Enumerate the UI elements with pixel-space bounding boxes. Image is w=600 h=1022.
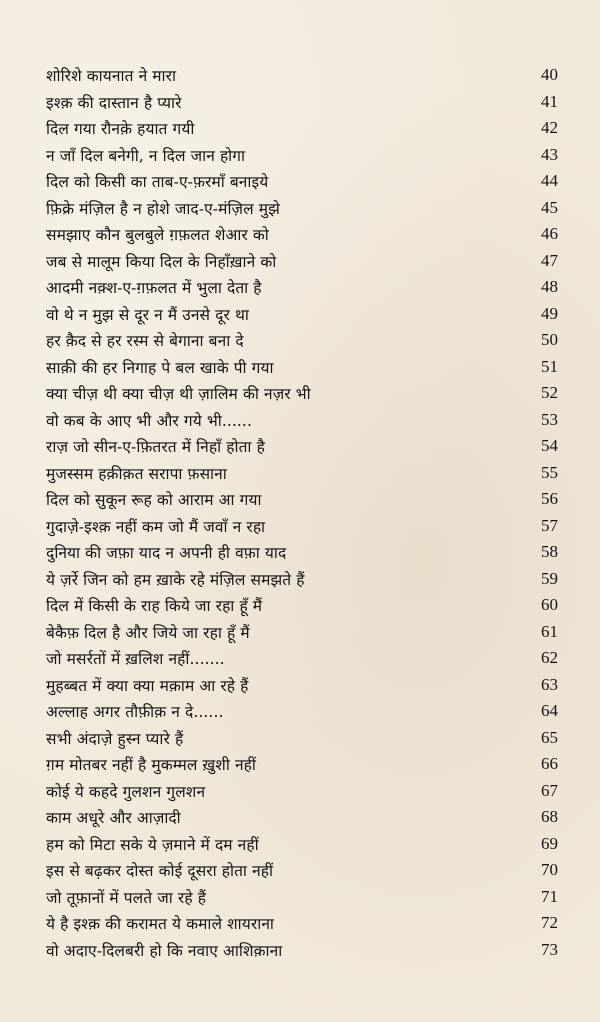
toc-entry <box>46 778 558 805</box>
toc-entry-page-number: 49 <box>541 303 558 323</box>
toc-entry-page-number: 59 <box>541 568 558 588</box>
toc-entry-title: हम को मिटा सके ये ज़माने में दम नहीं <box>46 835 259 854</box>
toc-entry-title: वो कब के आए भी और गये भी...... <box>46 411 252 430</box>
toc-entry <box>46 327 558 354</box>
toc-entry-title: ग़म मोतबर नहीं है मुकम्मल ख़ुशी नहीं <box>46 756 257 775</box>
toc-entry-title: शोरिशे कायनात ने मारा <box>46 67 177 86</box>
toc-entry-page-number: 45 <box>541 197 558 217</box>
toc-entry-title: अल्लाह अगर तौफ़ीक़ न दे...... <box>46 703 224 722</box>
toc-entry <box>46 937 558 964</box>
toc-entry-title: ये ज़र्रे जिन को हम ख़ाके रहे मंज़िल समझते हैं <box>46 570 305 589</box>
toc-entry-title: समझाए कौन बुलबुले ग़फ़लत शेआर को <box>46 226 269 245</box>
toc-entry-title: सभी अंदाज़े हुस्न प्यारे हैं <box>46 729 184 748</box>
toc-entry-page-number: 50 <box>541 330 558 350</box>
toc-entry <box>46 566 558 593</box>
toc-entry-title: राज़ जो सीन-ए-फ़ितरत में निहाँ होता है <box>46 438 265 457</box>
toc-entry-title: गुदाज़े-इश्क़ नहीं कम जो मैं जवाँ न रहा <box>46 517 266 536</box>
toc-entry-page-number: 64 <box>541 701 558 721</box>
toc-entry <box>46 115 558 142</box>
toc-entry-title: न जाँ दिल बनेगी, न दिल जान होगा <box>46 146 246 165</box>
toc-entry-title: वो अदाए-दिलबरी हो कि नवाए आशिक़ाना <box>46 941 283 960</box>
toc-entry-title: इस से बढ़कर दोस्त कोई दूसरा होता नहीं <box>46 862 274 881</box>
toc-entry <box>46 619 558 646</box>
toc-entry <box>46 751 558 778</box>
toc-entry-title: फ़िक्रे मंज़िल है न होशे जाद-ए-मंज़िल मुझे <box>46 199 280 218</box>
toc-entry-title: मुहब्बत में क्या क्या मक़ाम आ रहे हैं <box>46 676 249 695</box>
toc-entry <box>46 539 558 566</box>
toc-entry-page-number: 52 <box>541 383 558 403</box>
toc-entry <box>46 142 558 169</box>
toc-entry-title: वो थे न मुझ से दूर न मैं उनसे दूर था <box>46 305 249 324</box>
toc-entry <box>46 407 558 434</box>
toc-entry <box>46 910 558 937</box>
toc-entry <box>46 221 558 248</box>
toc-entry <box>46 857 558 884</box>
toc-entry-page-number: 53 <box>541 409 558 429</box>
toc-entry-page-number: 72 <box>541 913 558 933</box>
toc-entry-title: जो तूफ़ानों में पलते जा रहे हैं <box>46 888 207 907</box>
toc-entry-title: जब से मालूम किया दिल के निहाँख़ाने को <box>46 252 277 271</box>
toc-entry-page-number: 65 <box>541 727 558 747</box>
toc-entry-page-number: 69 <box>541 833 558 853</box>
toc-entry <box>46 831 558 858</box>
toc-entry <box>46 433 558 460</box>
toc-entry <box>46 168 558 195</box>
toc-entry-page-number: 57 <box>541 515 558 535</box>
toc-entry <box>46 460 558 487</box>
toc-entry-page-number: 73 <box>541 939 558 959</box>
toc-entry-title: दिल को सुकून रूह को आराम आ गया <box>46 491 262 510</box>
toc-entry <box>46 804 558 831</box>
toc-entry-page-number: 68 <box>541 807 558 827</box>
toc-entry <box>46 354 558 381</box>
toc-entry-page-number: 41 <box>541 91 558 111</box>
toc-entry-title: दिल गया रौनक़े हयात गयी <box>46 120 195 139</box>
toc-entry-title: मुजस्सम हक़ीक़त सरापा फ़साना <box>46 464 227 483</box>
toc-entry-title: क्या चीज़ थी क्या चीज़ थी ज़ालिम की नज़र भी <box>46 385 311 404</box>
toc-entry-page-number: 61 <box>541 621 558 641</box>
toc-entry-title: इश्क़ की दास्तान है प्यारे <box>46 93 182 112</box>
toc-entry-title: साक़ी की हर निगाह पे बल खाके पी गया <box>46 358 274 377</box>
toc-entry-page-number: 54 <box>541 436 558 456</box>
toc-entry-page-number: 62 <box>541 648 558 668</box>
toc-entry-title: काम अधूरे और आज़ादी <box>46 809 181 828</box>
toc-entry-title: बेकैफ़ दिल है और जिये जा रहा हूँ मैं <box>46 623 250 642</box>
toc-entry <box>46 672 558 699</box>
toc-entry <box>46 274 558 301</box>
toc-entry <box>46 884 558 911</box>
toc-entry-page-number: 63 <box>541 674 558 694</box>
toc-entry <box>46 89 558 116</box>
toc-entry <box>46 380 558 407</box>
toc-entry-title: ये है इश्क़ की करामत ये कमाले शायराना <box>46 915 275 934</box>
toc-entry-page-number: 67 <box>541 780 558 800</box>
toc-entry <box>46 248 558 275</box>
toc-entry-title: जो मसर्रतों में ख़लिश नहीं....... <box>46 650 225 669</box>
toc-entry-page-number: 58 <box>541 542 558 562</box>
toc-entry-page-number: 42 <box>541 118 558 138</box>
toc-entry-title: दिल को किसी का ताब-ए-फ़रमाँ बनाइये <box>46 173 269 192</box>
toc-entry <box>46 301 558 328</box>
toc-entry <box>46 645 558 672</box>
toc-entry <box>46 725 558 752</box>
toc-entry-page-number: 44 <box>541 171 558 191</box>
toc-entry-page-number: 55 <box>541 462 558 482</box>
toc-entry <box>46 62 558 89</box>
toc-entry-page-number: 43 <box>541 144 558 164</box>
toc-entry-page-number: 46 <box>541 224 558 244</box>
toc-entry <box>46 195 558 222</box>
toc-entry-title: दुनिया की जफ़ा याद न अपनी ही वफ़ा याद <box>46 544 287 563</box>
table-of-contents <box>46 62 558 963</box>
toc-entry-page-number: 47 <box>541 250 558 270</box>
toc-entry <box>46 698 558 725</box>
toc-entry <box>46 486 558 513</box>
toc-entry-page-number: 40 <box>541 65 558 85</box>
toc-entry-page-number: 70 <box>541 860 558 880</box>
toc-entry-page-number: 60 <box>541 595 558 615</box>
toc-entry-page-number: 48 <box>541 277 558 297</box>
toc-entry-page-number: 66 <box>541 754 558 774</box>
toc-entry-page-number: 56 <box>541 489 558 509</box>
toc-entry <box>46 513 558 540</box>
toc-entry <box>46 592 558 619</box>
toc-entry-page-number: 71 <box>541 886 558 906</box>
toc-entry-title: हर क़ैद से हर रस्म से बेगाना बना दे <box>46 332 244 351</box>
toc-entry-page-number: 51 <box>541 356 558 376</box>
toc-entry-title: दिल में किसी के राह किये जा रहा हूँ मैं <box>46 597 263 616</box>
toc-entry-title: आदमी नक़्श-ए-ग़फ़लत में भुला देता है <box>46 279 262 298</box>
toc-entry-title: कोई ये कहदे गुलशन गुलशन <box>46 782 206 801</box>
